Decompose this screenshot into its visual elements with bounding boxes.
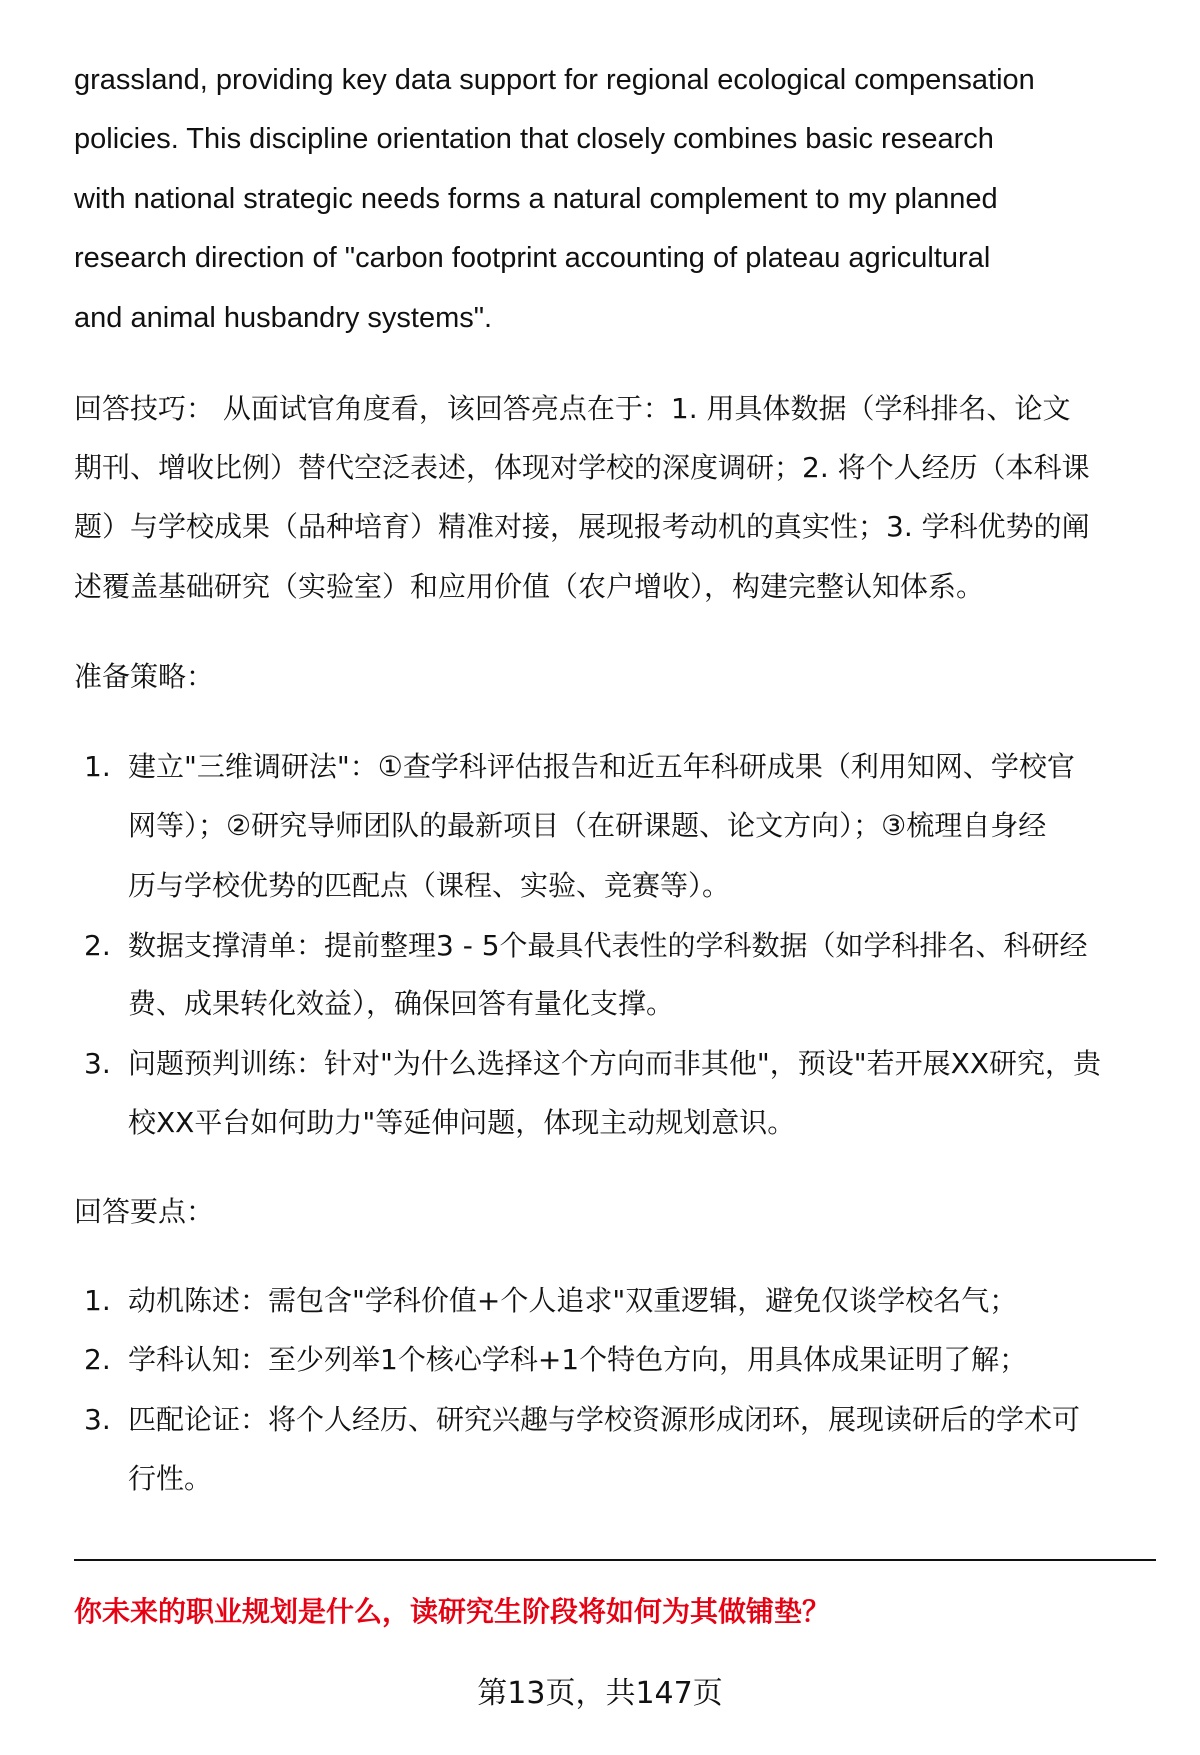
list-number: 1. — [84, 1284, 111, 1317]
intro-line: policies. This discipline orientation that closely combines basic research — [74, 123, 994, 155]
strategy-item-line: 问题预判训练：针对"为什么选择这个方向而非其他"，预设"若开展XX研究，贵 — [128, 1047, 1102, 1080]
key-point-line: 动机陈述：需包含"学科价值+个人追求"双重逻辑，避免仅谈学校名气； — [128, 1284, 1018, 1317]
intro-line: grassland, providing key data support for regional ecological compensation — [74, 64, 1035, 96]
key-points-heading: 回答要点： — [74, 1195, 215, 1228]
key-point-line: 匹配论证：将个人经历、研究兴趣与学校资源形成闭环，展现读研后的学术可 — [128, 1403, 1081, 1436]
list-number: 2. — [84, 1343, 111, 1376]
strategy-item-line: 校XX平台如何助力"等延伸问题，体现主动规划意识。 — [128, 1106, 796, 1139]
key-point-line: 学科认知：至少列举1个核心学科+1个特色方向，用具体成果证明了解； — [128, 1343, 1028, 1376]
list-number: 2. — [84, 929, 111, 962]
tips-line: 述覆盖基础研究（实验室）和应用价值（农户增收），构建完整认知体系。 — [74, 570, 985, 603]
intro-line: with national strategic needs forms a natural complement to my planned — [74, 183, 998, 215]
section-divider — [74, 1559, 1156, 1561]
page-number: 第13页，共147页 — [477, 1676, 723, 1711]
list-number: 3. — [84, 1047, 111, 1080]
intro-line: and animal husbandry systems". — [74, 302, 493, 334]
tips-line: 期刊、增收比例）替代空泛表述，体现对学校的深度调研；2. 将个人经历（本科课 — [74, 451, 1090, 484]
list-number: 3. — [84, 1403, 111, 1436]
strategy-heading: 准备策略： — [74, 660, 215, 693]
tips-line: 题）与学校成果（品种培育）精准对接，展现报考动机的真实性；3. 学科优势的阐 — [74, 510, 1090, 543]
strategy-item-line: 历与学校优势的匹配点（课程、实验、竞赛等）。 — [128, 869, 731, 902]
strategy-item-line: 网等）；②研究导师团队的最新项目（在研课题、论文方向）；③梳理自身经 — [128, 809, 1047, 842]
strategy-item-line: 数据支撑清单：提前整理3 - 5个最具代表性的学科数据（如学科排名、科研经 — [128, 929, 1088, 962]
tips-line: 回答技巧： 从面试官角度看，该回答亮点在于：1. 用具体数据（学科排名、论文 — [74, 392, 1071, 425]
strategy-item-line: 费、成果转化效益），确保回答有量化支撑。 — [128, 987, 675, 1020]
intro-line: research direction of "carbon footprint accounting of plateau agricultural — [74, 242, 991, 274]
list-number: 1. — [84, 750, 111, 783]
next-question-heading: 你未来的职业规划是什么，读研究生阶段将如何为其做铺垫？ — [74, 1595, 831, 1628]
strategy-item-line: 建立"三维调研法"：①查学科评估报告和近五年科研成果（利用知网、学校官 — [128, 750, 1075, 783]
key-point-line: 行性。 — [128, 1462, 213, 1495]
